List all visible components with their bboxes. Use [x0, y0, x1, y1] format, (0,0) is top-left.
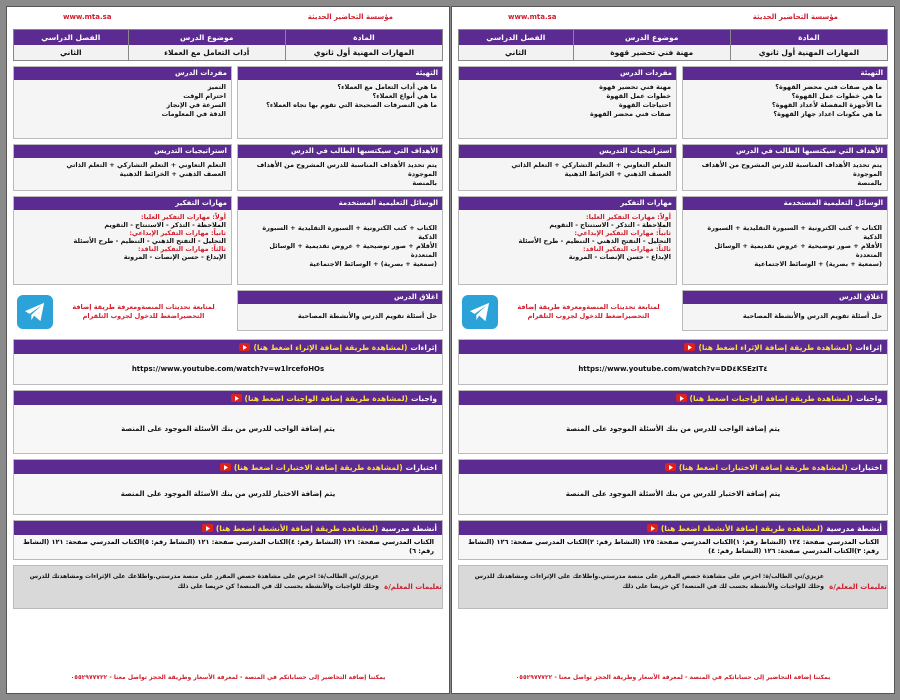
enrichment-section [458, 339, 888, 385]
list-line: اضغط للدخول لجروب التلقرام [82, 312, 180, 320]
list-line: بالمنصة [412, 179, 437, 187]
goals-title: الأهداف التي سيكتسبها الطالب في الدرس [238, 145, 442, 158]
media-title: الوسائل التعليمية المستخدمة [238, 197, 442, 210]
thinking-head-2: ثانياً: مهارات التفكير الإبداعي: [574, 229, 671, 237]
thinking-sections [459, 210, 676, 284]
lesson-info-table [13, 29, 443, 61]
media-lines [683, 210, 887, 284]
thinking-body-3: الإبداع - حسن الإنصات - المرونة [123, 253, 226, 261]
teacher-notes [458, 565, 888, 609]
page-footer: يمكننا إضافة التحاضير إلى حساباتكم في المنصة - لمعرفة الأسعار وطريقة الحجز تواصل معنا - ٠٥٥٢٩٧٧٧٢٢ [70, 674, 386, 681]
list-line: ومعرفة طريقة إضافة التحضير [517, 303, 650, 320]
enrichment-url[interactable]: https://www.youtube.com/watch?v=w1lrcefoHOs [131, 365, 325, 373]
goals-box [682, 144, 888, 191]
closing-title: اغلاق الدرس [238, 291, 442, 304]
list-line: الأقلام + صور توضيحية + عروض تقديمية + الوسائل المتعددة [269, 242, 437, 259]
list-line: احتياجات القهوة [618, 101, 671, 109]
thinking-head-1: أولاً: مهارات التفكير العليا: [141, 213, 226, 221]
youtube-icon[interactable] [665, 463, 676, 471]
brand-name: مؤسسة التحاضير الحديثة [307, 13, 393, 21]
vocab-title: مفردات الدرس [14, 67, 231, 80]
activities-link[interactable]: (لمشاهدة طريقة إضافة الأنشطة اضغط هنا) [660, 523, 824, 533]
list-line: الكتاب المدرسي صفحة: ١٢٦ (النشاط رقم: ٤) [708, 547, 855, 555]
list-line: الكتاب المدرسي صفحة: ١٢٤ (النشاط رقم: ١) [733, 538, 879, 546]
enrichment-label: إثراءات [410, 342, 437, 352]
thinking-body-1: الملاحظة - التذكر - الاستنتاج - التقويم [549, 221, 671, 229]
homework-link[interactable]: (لمشاهدة طريقة إضافة الواجبات اضغط هنا) [689, 393, 853, 403]
list-line: ومعرفة طريقة إضافة التحضير [72, 303, 205, 320]
list-line: يتم تحديد الأهداف المناسبة للدرس المشروح من الأهداف الموجودة [256, 161, 437, 178]
homework-section [13, 390, 443, 454]
closing-text: حل أسئلة تقويم الدرس والأنشطة المصاحبة [238, 304, 442, 330]
media-box [682, 196, 888, 285]
list-line: ما الأجهزة المفضلة لأعداد القهوة؟ [771, 101, 882, 109]
intro-box [682, 66, 888, 139]
activities-link[interactable]: (لمشاهدة طريقة إضافة الأنشطة اضغط هنا) [215, 523, 379, 533]
list-line: التميز [207, 83, 226, 91]
promo-text [59, 303, 228, 321]
thinking-body-2: التحليل - التفتح الذهني - التنظيم - طرح الأسئلة [518, 237, 671, 245]
value-topic: مهنة فني تحضير قهوة [573, 45, 730, 60]
teacher-notes [13, 565, 443, 609]
thinking-box [13, 196, 232, 285]
label-subject: المادة [285, 30, 442, 45]
vocab-title: مفردات الدرس [459, 67, 676, 80]
goals-box [237, 144, 443, 191]
list-line: اضغط للدخول لجروب التلقرام [527, 312, 625, 320]
thinking-head-1: أولاً: مهارات التفكير العليا: [586, 213, 671, 221]
list-line: الكتاب + كتب الكترونية + السبورة التقليدية + السبورة الذكية [262, 224, 437, 241]
homework-section [458, 390, 888, 454]
site-url[interactable]: www.mta.sa [508, 13, 557, 21]
list-line: احترام الوقت [183, 92, 226, 100]
list-line: (سمعية + بصرية) + الوسائط الاجتماعية [754, 260, 882, 268]
page-header [13, 11, 443, 23]
youtube-icon[interactable] [684, 343, 695, 351]
strategies-title: استراتيجيات التدريس [459, 145, 676, 158]
youtube-icon[interactable] [647, 524, 658, 532]
activities-lines [14, 535, 442, 559]
homework-text: يتم إضافة الواجب للدرس من بنك الأسئلة الموجود على المنصة [459, 405, 887, 453]
list-line: ما هي أنواع العملاء؟ [372, 92, 437, 100]
strategies-lines [14, 158, 231, 190]
page-footer: يمكننا إضافة التحاضير إلى حساباتكم في المنصة - لمعرفة الأسعار وطريقة الحجز تواصل معنا - ٠٥٥٢٩٧٧٧٢٢ [515, 674, 831, 681]
intro-lines [683, 80, 887, 138]
tests-link[interactable]: (لمشاهدة طريقة إضافة الاختبارات اضغط هنا) [678, 462, 848, 472]
strategies-title: استراتيجيات التدريس [14, 145, 231, 158]
value-subject: المهارات المهنية أول ثانوي [730, 45, 887, 60]
tests-text: يتم إضافة الاختبار للدرس من بنك الأسئلة الموجود على المنصة [14, 474, 442, 514]
activities-label: أنشطة مدرسية [381, 523, 437, 533]
value-semester: الثاني [14, 45, 128, 60]
list-line: مهنة فني تحضير قهوة [599, 83, 671, 91]
strategies-box [13, 144, 232, 191]
enrichment-link[interactable]: (لمشاهدة طريقة إضافة الإثراء اضغط هنا) [253, 342, 408, 352]
thinking-head-2: ثانياً: مهارات التفكير الإبداعي: [129, 229, 226, 237]
intro-box [237, 66, 443, 139]
thinking-head-3: ثالثاً: مهارات التفكير الناقد: [138, 245, 226, 253]
vocab-lines [459, 80, 676, 138]
activities-label: أنشطة مدرسية [826, 523, 882, 533]
thinking-title: مهارات التفكير [14, 197, 231, 210]
intro-title: التهيئة [683, 67, 887, 80]
notes-label: تعليمات المعلم/ة [829, 583, 887, 591]
homework-label: واجبات [410, 393, 437, 403]
brand-name: مؤسسة التحاضير الحديثة [752, 13, 838, 21]
youtube-icon[interactable] [220, 463, 231, 471]
list-line: ما هي صفات فني محضر القهوة؟ [775, 83, 882, 91]
homework-text: يتم إضافة الواجب للدرس من بنك الأسئلة الموجود على المنصة [14, 405, 442, 453]
value-topic: أداب التعامل مع العملاء [128, 45, 285, 60]
list-line: صفات فني محضر القهوة [590, 110, 671, 118]
tests-link[interactable]: (لمشاهدة طريقة إضافة الاختبارات اضغط هنا) [233, 462, 403, 472]
media-lines [238, 210, 442, 284]
lesson-plan-page-2 [451, 6, 895, 694]
list-line: ما هي خطوات عمل القهوة؟ [791, 92, 882, 100]
enrichment-label: إثراءات [855, 342, 882, 352]
activities-section [458, 520, 888, 560]
label-subject: المادة [730, 30, 887, 45]
thinking-box [458, 196, 677, 285]
list-line: ما هي أداب التعامل مع العملاء؟ [337, 83, 437, 91]
list-line: عزيزي/تي الطالب/ة: احرص على مشاهدة حصص المقرر على منصة مدرستي. [598, 573, 824, 580]
label-topic: موضوع الدرس [128, 30, 285, 45]
thinking-body-3: الإبداع - حسن الإنصات - المرونة [568, 253, 671, 261]
list-line: الكتاب + كتب الكترونية + السبورة التقليدية + السبورة الذكية [707, 224, 882, 241]
thinking-body-1: الملاحظة - التذكر - الاستنتاج - التقويم [104, 221, 226, 229]
vocab-lines [14, 80, 231, 138]
notes-text [14, 566, 384, 608]
value-semester: الثاني [459, 45, 573, 60]
list-line: ما هي مكونات اعداد جهاز القهوة؟ [773, 110, 882, 118]
vocab-box [458, 66, 677, 139]
media-title: الوسائل التعليمية المستخدمة [683, 197, 887, 210]
telegram-promo[interactable] [13, 290, 232, 334]
label-semester: الفصل الدراسي [459, 30, 573, 45]
youtube-icon[interactable] [239, 343, 250, 351]
enrichment-section [13, 339, 443, 385]
notes-label: تعليمات المعلم/ة [384, 583, 442, 591]
lesson-info-table [458, 29, 888, 61]
activities-lines [459, 535, 887, 559]
goals-lines [683, 158, 887, 190]
list-line: يتم تحديد الأهداف المناسبة للدرس المشروح من الأهداف الموجودة [701, 161, 882, 178]
tests-label: اختبارات [850, 462, 882, 472]
list-line: واطلاعك على الإثراءات ومشاهدتك للدرس وحلك للواجبات والأنشطة بحسب لك في المنصة! كن حريصا على ذلك [474, 573, 824, 590]
list-line: الأقلام + صور توضيحية + عروض تقديمية + الوسائل المتعددة [714, 242, 882, 259]
label-semester: الفصل الدراسي [14, 30, 128, 45]
list-line: التعلم التعاوني + التعلم التشاركي + التعلم الذاتي [511, 161, 671, 169]
list-line: الكتاب المدرسي صفحة: ١٢١ (النشاط رقم: ٤) [288, 538, 434, 546]
media-box [237, 196, 443, 285]
telegram-icon[interactable] [462, 295, 498, 329]
goals-lines [238, 158, 442, 190]
intro-lines [238, 80, 442, 138]
promo-text [504, 303, 673, 321]
vocab-box [13, 66, 232, 139]
list-line: التعلم التعاوني + التعلم التشاركي + التعلم الذاتي [66, 161, 226, 169]
list-line: العصف الذهني + الخرائط الذهنية [564, 170, 671, 178]
list-line: عزيزي/تي الطالب/ة: احرص على مشاهدة حصص المقرر على منصة مدرستي. [153, 573, 379, 580]
list-line: الدقة في المعلومات [161, 110, 226, 118]
thinking-sections [14, 210, 231, 284]
strategies-lines [459, 158, 676, 190]
page-header [458, 11, 888, 23]
youtube-icon[interactable] [231, 394, 242, 402]
homework-label: واجبات [855, 393, 882, 403]
list-line: لمتابعة تحديثات المنصة [141, 303, 215, 311]
tests-section [458, 459, 888, 515]
telegram-promo[interactable] [458, 290, 677, 334]
tests-label: اختبارات [405, 462, 437, 472]
enrichment-link[interactable]: (لمشاهدة طريقة إضافة الإثراء اضغط هنا) [698, 342, 853, 352]
value-subject: المهارات المهنية أول ثانوي [285, 45, 442, 60]
goals-title: الأهداف التي سيكتسبها الطالب في الدرس [683, 145, 887, 158]
list-line: بالمنصة [857, 179, 882, 187]
youtube-icon[interactable] [676, 394, 687, 402]
homework-link[interactable]: (لمشاهدة طريقة إضافة الواجبات اضغط هنا) [244, 393, 408, 403]
lesson-plan-page-1 [6, 6, 450, 694]
strategies-box [458, 144, 677, 191]
activities-section [13, 520, 443, 560]
label-topic: موضوع الدرس [573, 30, 730, 45]
site-url[interactable]: www.mta.sa [63, 13, 112, 21]
list-line: خطوات عمل القهوة [606, 92, 671, 100]
list-line: الكتاب المدرسي صفحة: ١٢١ (النشاط رقم: ٥) [142, 538, 288, 546]
list-line: السرعة في الإنجاز [166, 101, 226, 109]
list-line: (سمعية + بصرية) + الوسائط الاجتماعية [309, 260, 437, 268]
list-line: ما هي التصرفات الصحيحة التي تقوم بها تجاه العملاء؟ [266, 101, 437, 109]
thinking-head-3: ثالثاً: مهارات التفكير الناقد: [583, 245, 671, 253]
intro-title: التهيئة [238, 67, 442, 80]
list-line: واطلاعك على الإثراءات ومشاهدتك للدرس وحلك للواجبات والأنشطة بحسب لك في المنصة! كن حريصا على ذلك [29, 573, 379, 590]
list-line: لمتابعة تحديثات المنصة [586, 303, 660, 311]
closing-box [682, 290, 888, 331]
list-line: الكتاب المدرسي صفحة: ١٢١ (النشاط رقم: ٦) [23, 538, 434, 555]
enrichment-url[interactable]: https://www.youtube.com/watch?v=DD٤KSEzIT٤ [578, 365, 768, 373]
thinking-title: مهارات التفكير [459, 197, 676, 210]
list-line: العصف الذهني + الخرائط الذهنية [119, 170, 226, 178]
closing-text: حل أسئلة تقويم الدرس والأنشطة المصاحبة [683, 304, 887, 330]
notes-text [459, 566, 829, 608]
list-line: الكتاب المدرسي صفحة: ١٢٦ (النشاط رقم: ٣) [468, 538, 879, 555]
closing-box [237, 290, 443, 331]
telegram-icon[interactable] [17, 295, 53, 329]
list-line: الكتاب المدرسي صفحة: ١٢٥ (النشاط رقم: ٢) [587, 538, 733, 546]
closing-title: اغلاق الدرس [683, 291, 887, 304]
tests-section [13, 459, 443, 515]
youtube-icon[interactable] [202, 524, 213, 532]
thinking-body-2: التحليل - التفتح الذهني - التنظيم - طرح الأسئلة [73, 237, 226, 245]
tests-text: يتم إضافة الاختبار للدرس من بنك الأسئلة الموجود على المنصة [459, 474, 887, 514]
